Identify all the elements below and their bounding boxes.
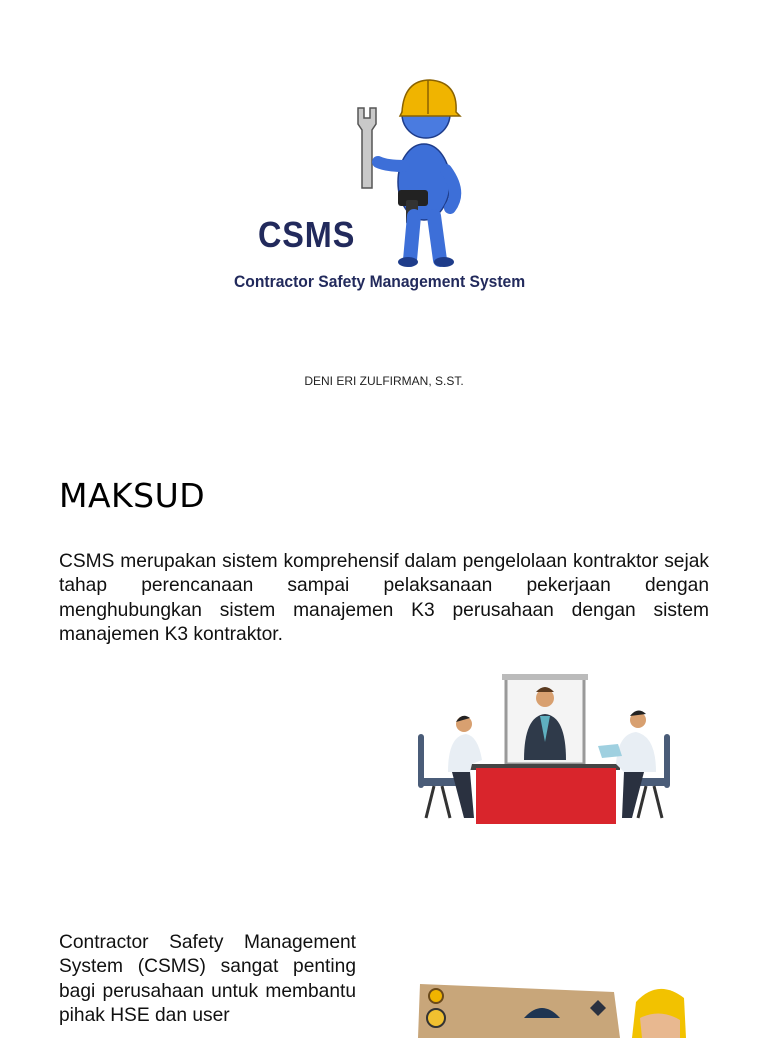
logo-subtitle: Contractor Safety Management System <box>234 272 526 291</box>
construction-workers-illustration <box>414 978 694 1038</box>
paragraph-importance: Contractor Safety Management System (CSMS) sangat penting bagi perusahaan untuk membantu pihak HSE dan user <box>59 932 356 1026</box>
logo-title: CSMS <box>258 214 356 255</box>
author-name: DENI ERI ZULFIRMAN, S.ST. <box>304 374 464 388</box>
worker-with-wrench-icon <box>346 70 466 270</box>
business-meeting-illustration <box>412 672 676 826</box>
section-heading: MAKSUD <box>59 476 206 515</box>
csms-logo <box>228 70 540 300</box>
paragraph-definition: CSMS merupakan sistem komprehensif dalam pengelolaan kontraktor sejak tahap perencanaan sampai pelaksanaan pekerjaan dengan menghubungkan sistem manajemen K3 perusahaan dengan sistem manajemen K3 kontraktor. <box>59 551 709 645</box>
